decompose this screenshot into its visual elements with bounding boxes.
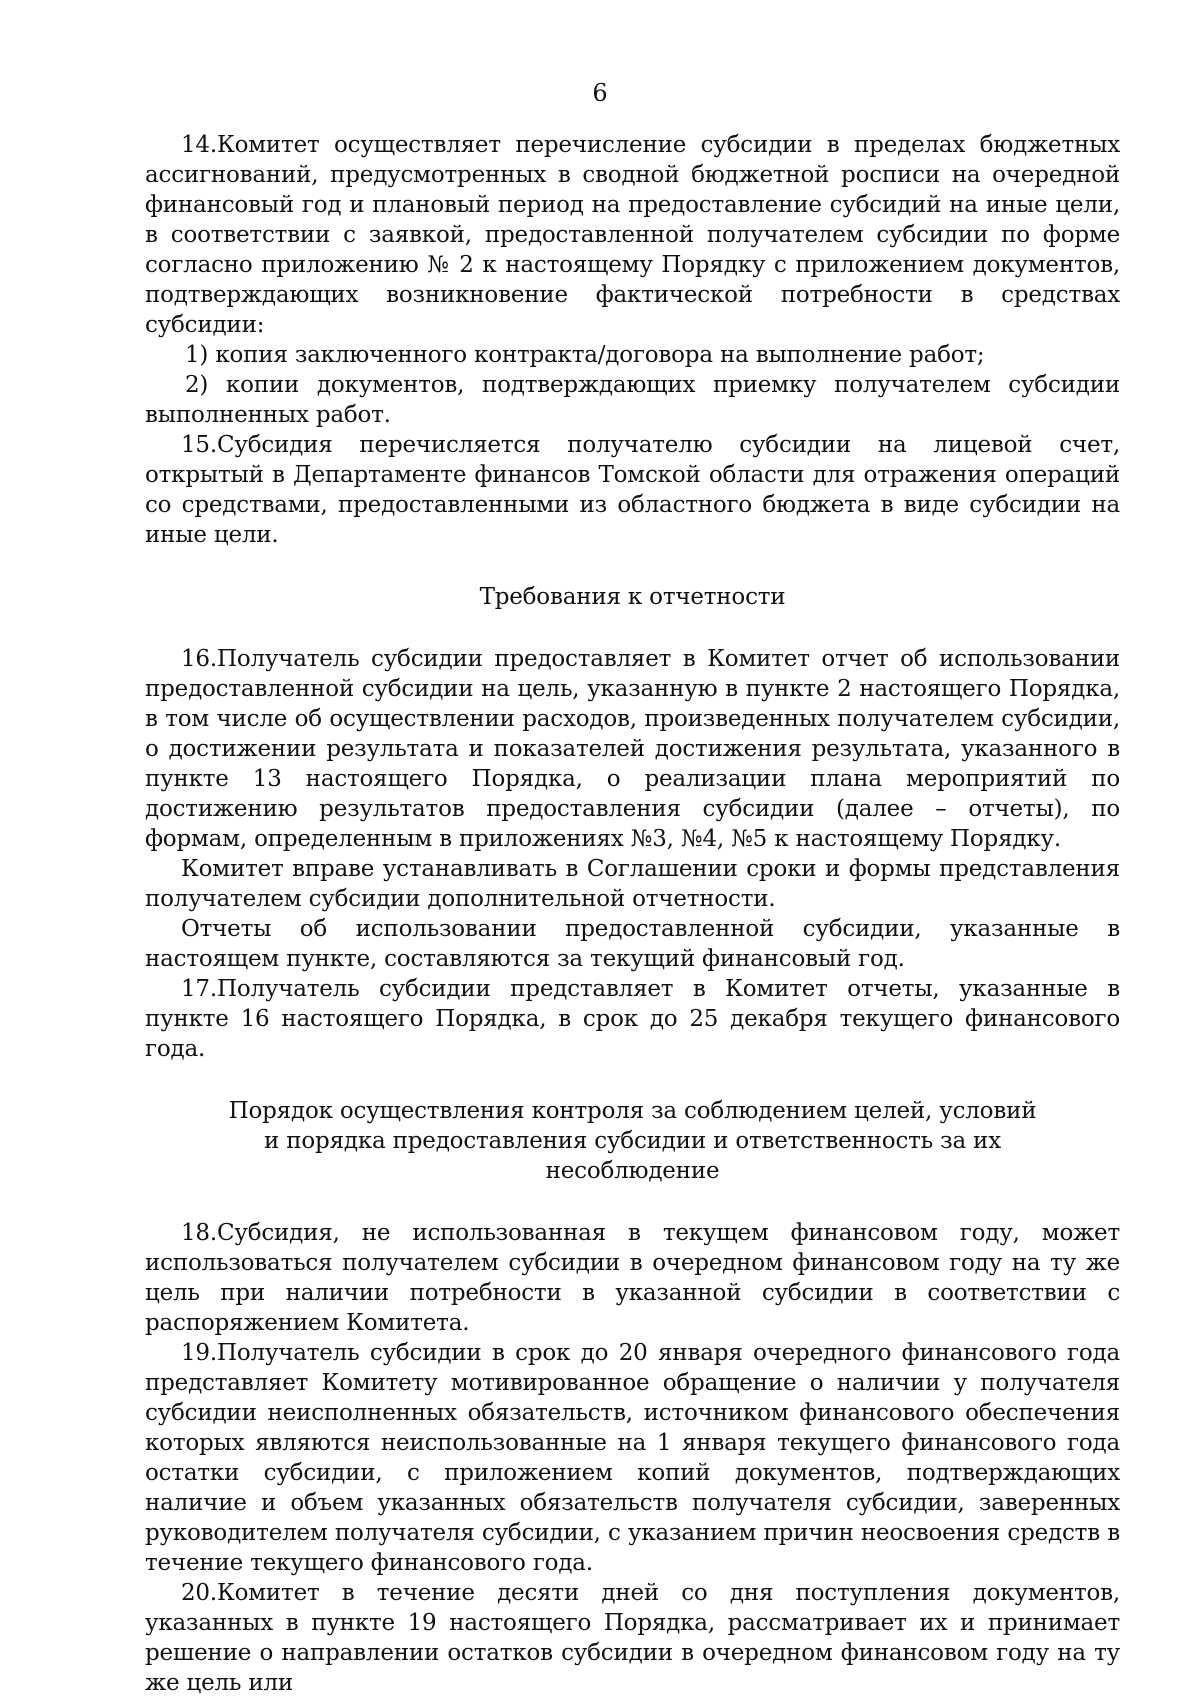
paragraph-20: 20.Комитет в течение десяти дней со дня поступления документов, указанных в пункте 19 настоящего Порядка, рассматривает их и принимает решение о направлении остатков субсидии в очередном финансовом году на ту же цель или — [145, 1580, 1120, 1696]
section-heading-reporting: Требования к отчетности — [479, 584, 786, 610]
paragraph-15: 15.Субсидия перечисляется получателю субсидии на лицевой счет, открытый в Департаменте финансов Томской области для отражения операций со средствами, предоставленными из областного бюджета в виде субсидии на иные цели. — [145, 432, 1120, 548]
paragraph-14: 14.Комитет осуществляет перечисление субсидии в пределах бюджетных ассигнований, предусмотренных в сводной бюджетной росписи на очередной финансовый год и плановый период на предоставление субсидий на иные цели, в соответствии с заявкой, предоставленной получателем субсидии по форме согласно приложению № 2 к настоящему Порядку с приложением документов, подтверждающих возникновение фактической потребности в средствах субсидии: — [145, 132, 1120, 338]
document-body — [145, 130, 1120, 1698]
page-number: 6 — [592, 79, 608, 107]
paragraph-16-period: Отчеты об использовании предоставленной субсидии, указанные в настоящем пункте, составляются за текущий финансовый год. — [145, 916, 1120, 972]
paragraph-18: 18.Субсидия, не использованная в текущем финансовом году, может использоваться получателем субсидии в очередном финансовом году на ту же цель при наличии потребности в указанной субсидии в соответствии с распоряжением Комитета. — [145, 1220, 1120, 1336]
paragraph-14-item-2: 2) копии документов, подтверждающих приемку получателем субсидии выполненных работ. — [145, 372, 1120, 428]
paragraph-16: 16.Получатель субсидии предоставляет в Комитет отчет об использовании предоставленной субсидии на цель, указанную в пункте 2 настоящего Порядка, в том числе об осуществлении расходов, произведенных получателем субсидии, о достижении результата и показателей достижения результата, указанного в пункте 13 настоящего Порядка, о реализации плана мероприятий по достижению результатов предоставления субсидии (далее – отчеты), по формам, определенным в приложениях №3, №4, №5 к настоящему Порядку. — [145, 646, 1120, 852]
section-heading-control: Порядок осуществления контроля за соблюдением целей, условий и порядка предоставления субсидии и ответственность за их несоблюдение — [228, 1098, 1037, 1184]
paragraph-14-item-1: 1) копия заключенного контракта/договора на выполнение работ; — [185, 342, 985, 368]
paragraph-17: 17.Получатель субсидии представляет в Комитет отчеты, указанные в пункте 16 настоящего Порядка, в срок до 25 декабря текущего финансового года. — [145, 976, 1120, 1062]
paragraph-16-additional: Комитет вправе устанавливать в Соглашении сроки и формы представления получателем субсидии дополнительной отчетности. — [145, 856, 1120, 912]
paragraph-19: 19.Получатель субсидии в срок до 20 января очередного финансового года представляет Комитету мотивированное обращение о наличии у получателя субсидии неисполненных обязательств, источником финансового обеспечения которых являются неиспользованные на 1 января текущего финансового года остатки субсидии, с приложением копий документов, подтверждающих наличие и объем указанных обязательств получателя субсидии, заверенных руководителем получателя субсидии, с указанием причин неосвоения средств в течение текущего финансового года. — [145, 1340, 1120, 1576]
